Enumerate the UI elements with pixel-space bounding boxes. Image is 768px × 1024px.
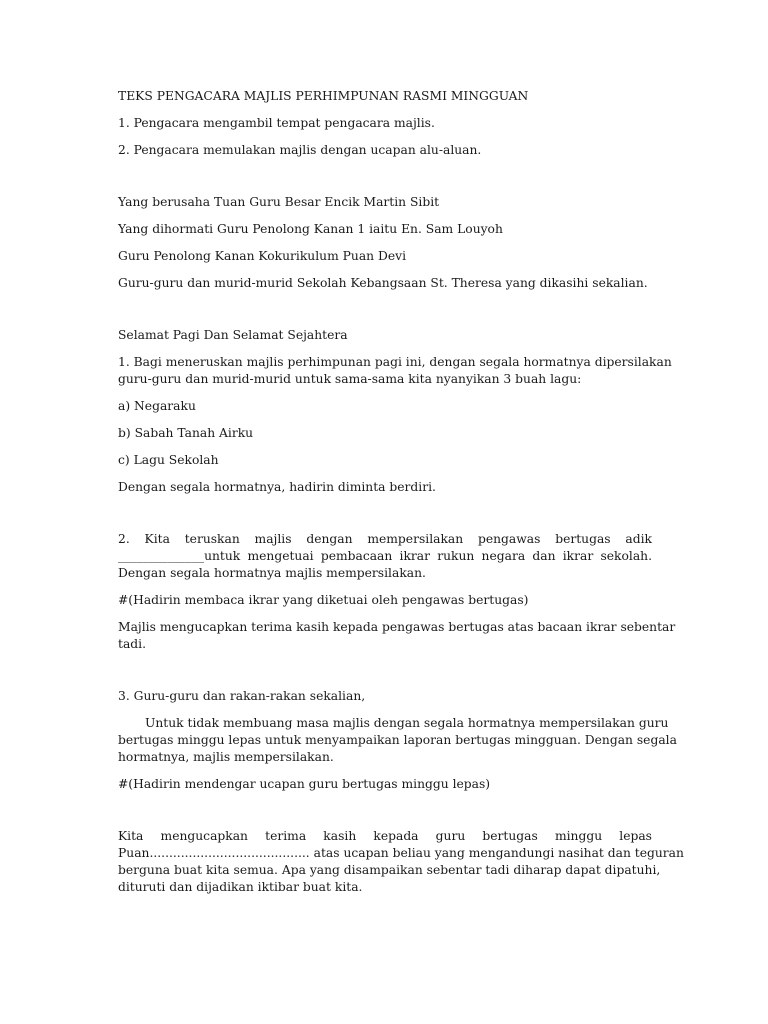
stand-instruction: Dengan segala hormatnya, hadirin diminta berdiri.: [118, 480, 436, 494]
song-item-c: c) Lagu Sekolah: [118, 453, 219, 467]
thanks-prefect-line-2: tadi.: [118, 637, 146, 651]
song-item-a: a) Negaraku: [118, 399, 196, 413]
paragraph-3-line-2: bertugas minggu lepas untuk menyampaikan laporan bertugas mingguan. Dengan segala: [118, 733, 677, 747]
paragraph-4-line-2: Puan......................................... atas ucapan beliau yang mengandungi nasihat dan teguran: [118, 846, 684, 860]
stage-note-report: #(Hadirin mendengar ucapan guru bertugas minggu lepas): [118, 777, 491, 791]
stage-note-ikrar: #(Hadirin membaca ikrar yang diketuai oleh pengawas bertugas): [118, 593, 529, 607]
paragraph-1-line-2: guru-guru dan murid-murid untuk sama-sama kita nyanyikan 3 buah lagu:: [118, 372, 582, 386]
paragraph-4-line-3: berguna buat kita semua. Apa yang disampaikan sebentar tadi diharap dapat dipatuhi,: [118, 863, 661, 877]
greeting-gpk1: Yang dihormati Guru Penolong Kanan 1 iaitu En. Sam Louyoh: [118, 222, 503, 236]
paragraph-3-line-1: Untuk tidak membuang masa majlis dengan segala hormatnya mempersilakan guru: [145, 716, 669, 730]
paragraph-2-line-2: ______________untuk mengetuai pembacaan ikrar rukun negara dan ikrar sekolah.: [118, 549, 652, 563]
thanks-prefect-line-1: Majlis mengucapkan terima kasih kepada pengawas bertugas atas bacaan ikrar sebentar: [118, 620, 676, 634]
step-2: 2. Pengacara memulakan majlis dengan ucapan alu-aluan.: [118, 143, 482, 157]
paragraph-2-line-3: Dengan segala hormatnya majlis mempersilakan.: [118, 566, 426, 580]
paragraph-2-line-1: 2. Kita teruskan majlis dengan mempersilakan pengawas bertugas adik: [118, 532, 652, 546]
paragraph-4-line-4: dituruti dan dijadikan iktibar buat kita.: [118, 880, 363, 894]
document-title: TEKS PENGACARA MAJLIS PERHIMPUNAN RASMI MINGGUAN: [118, 89, 529, 103]
greeting-gpk-kokurikulum: Guru Penolong Kanan Kokurikulum Puan Devi: [118, 249, 407, 263]
greeting-all: Guru-guru dan murid-murid Sekolah Kebangsaan St. Theresa yang dikasihi sekalian.: [118, 276, 648, 290]
greeting-guru-besar: Yang berusaha Tuan Guru Besar Encik Martin Sibit: [118, 195, 440, 209]
salam-heading: Selamat Pagi Dan Selamat Sejahtera: [118, 328, 348, 342]
paragraph-3-heading: 3. Guru-guru dan rakan-rakan sekalian,: [118, 689, 366, 703]
paragraph-4-line-1: Kita mengucapkan terima kasih kepada guru bertugas minggu lepas: [118, 829, 652, 843]
song-item-b: b) Sabah Tanah Airku: [118, 426, 254, 440]
step-1: 1. Pengacara mengambil tempat pengacara majlis.: [118, 116, 435, 130]
paragraph-3-line-3: hormatnya, majlis mempersilakan.: [118, 750, 334, 764]
paragraph-1-line-1: 1. Bagi meneruskan majlis perhimpunan pagi ini, dengan segala hormatnya dipersilakan: [118, 355, 672, 369]
